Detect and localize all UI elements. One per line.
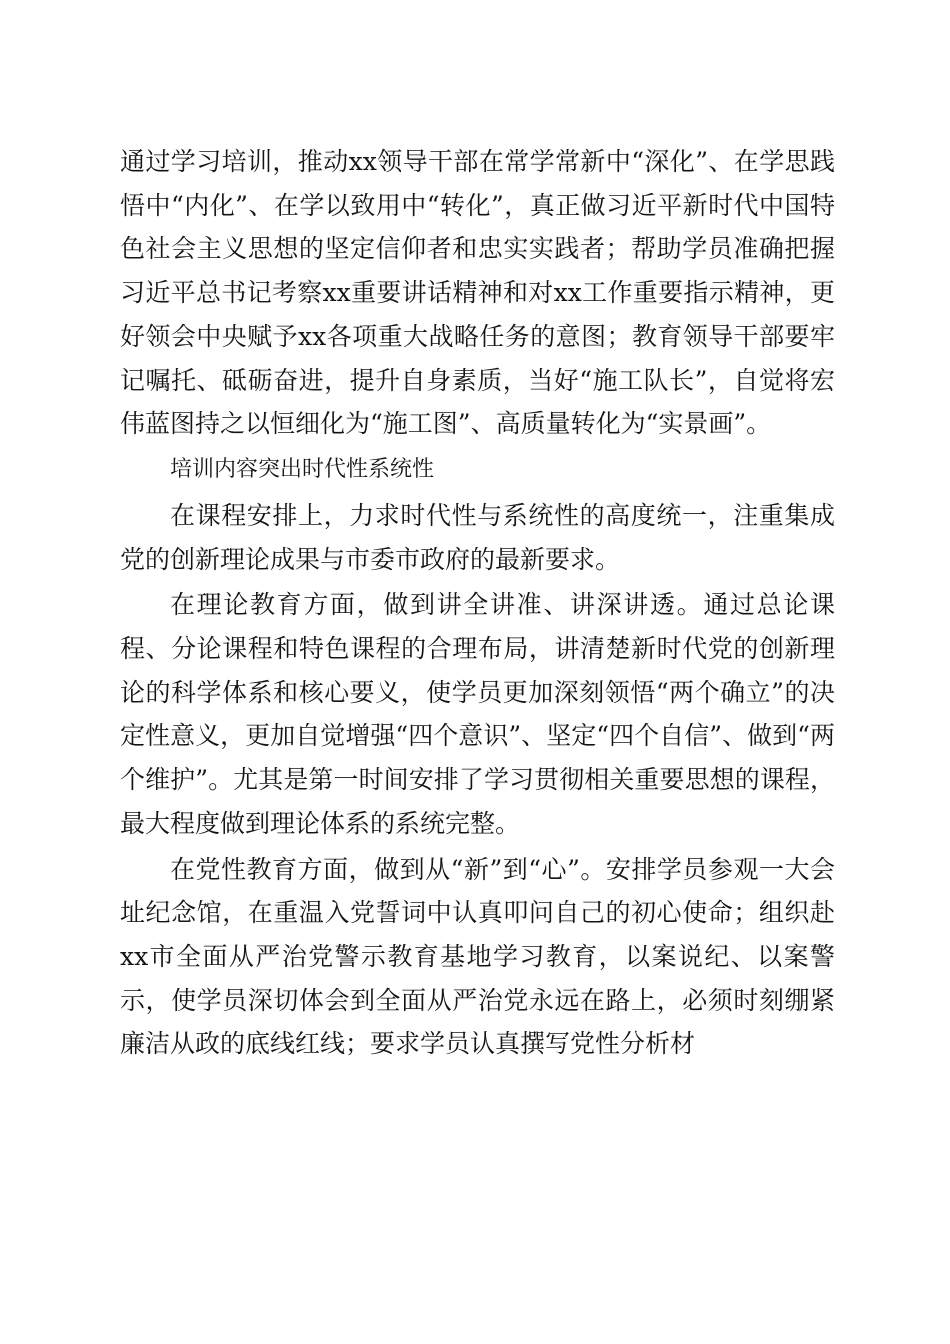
paragraph-training-goals: 通过学习培训，推动xx领导干部在常学常新中“深化”、在学思践悟中“内化”、在学以致用中“转化”，真正做习近平新时代中国特色社会主义思想的坚定信仰者和忠实实践者；帮助学员准确把握习近平总书记考察xx重要讲话精神和对xx工作重要指示精神，更好领会中央赋予xx各项重大战略任务的意图；教育领导干部要牢记嘱托、砥砺奋进，提升自身素质，当好“施工队长”，自觉将宏伟蓝图持之以恒细化为“施工图”、高质量转化为“实景画”。: [120, 147, 835, 439]
section-heading: 培训内容突出时代性系统性: [170, 456, 435, 482]
paragraph-party-education: 在党性教育方面，做到从“新”到“心”。安排学员参观一大会址纪念馆，在重温入党誓词中认真叩问自己的初心使命；组织赴xx市全面从严治党警示教育基地学习教育，以案说纪、以案警示，使学员深切体会到全面从严治党永远在路上，必须时刻绷紧廉洁从政的底线红线；要求学员认真撰写党性分析材: [120, 854, 835, 1059]
document-body: [120, 140, 835, 1066]
paragraph-course-arrangement: 在课程安排上，力求时代性与系统性的高度统一，注重集成党的创新理论成果与市委市政府的最新要求。: [120, 500, 835, 574]
paragraph-theory-education: 在理论教育方面，做到讲全讲准、讲深讲透。通过总论课程、分论课程和特色课程的合理布局，讲清楚新时代党的创新理论的科学体系和核心要义，使学员更加深刻领悟“两个确立”的决定性意义，更加自觉增强“四个意识”、坚定“四个自信”、做到“两个维护”。尤其是第一时间安排了学习贯彻相关重要思想的课程，最大程度做到理论体系的系统完整。: [120, 590, 835, 838]
